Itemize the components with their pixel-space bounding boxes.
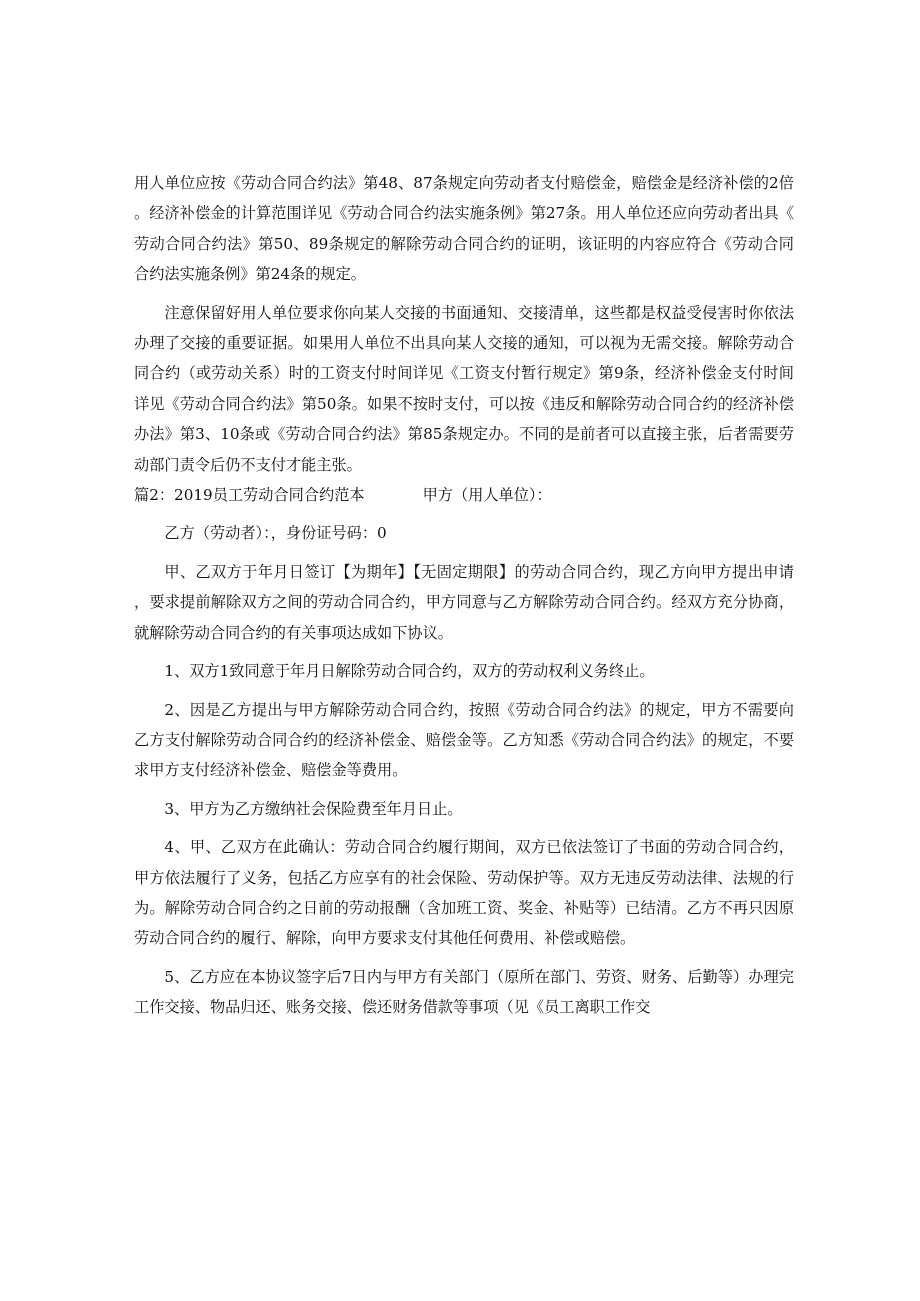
clause-5: 5、乙方应在本协议签字后7日内与甲方有关部门（原所在部门、劳资、财务、后勤等）办理完工作交接、物品归还、账务交接、偿还财务借款等事项（见《员工离职工作交 [134,967,794,1017]
clause-2: 2、因是乙方提出与甲方解除劳动合同合约，按照《劳动合同合约法》的规定，甲方不需要向乙方支付解除劳动合同合约的经济补偿金、赔偿金等。乙方知悉《劳动合同合约法》的规定，不要求甲方支付经济补偿金、赔偿金等费用。 [134,700,794,780]
section-title: 篇2：2019员工劳动合同合约范本 [134,486,365,505]
paragraph-compensation: 用人单位应按《劳动合同合约法》第48、87条规定向劳动者支付赔偿金，赔偿金是经济补偿的2倍。经济补偿金的计算范围详见《劳动合同合约法实施条例》第27条。用人单位还应向劳动者出具《劳动合同合约法》第50、89条规定的解除劳动合同合约的证明，该证明的内容应符合《劳动合同合约法实施条例》第24条的规定。 [134,174,794,284]
document-body [134,168,794,1023]
party-a-label: 甲方（用人单位）： [422,486,552,505]
agreement-intro: 甲、乙双方于年月日签订【为期年】【无固定期限】的劳动合同合约，现乙方向甲方提出申请，要求提前解除双方之间的劳动合同合约，甲方同意与乙方解除劳动合同合约。经双方充分协商，就解除劳动合同合约的有关事项达成如下协议。 [134,562,794,642]
paragraph-handover-notice: 注意保留好用人单位要求你向某人交接的书面通知、交接清单，这些都是权益受侵害时你依法办理了交接的重要证据。如果用人单位不出具向某人交接的通知，可以视为无需交接。解除劳动合同合约（或劳动关系）时的工资支付时间详见《工资支付暂行规定》第9条，经济补偿金支付时间详见《劳动合同合约法》第50条。如果不按时支付，可以按《违反和解除劳动合同合约的经济补偿办法》第3、10条或《劳动合同合约法》第85条规定办。不同的是前者可以直接主张，后者需要劳动部门责令后仍不支付才能主张。 [134,303,794,474]
clause-1: 1、双方1致同意于年月日解除劳动合同合约，双方的劳动权利义务终止。 [164,662,655,681]
party-b-line: 乙方（劳动者）：，身份证号码：0 [164,524,387,543]
clause-4: 4、甲、乙双方在此确认：劳动合同合约履行期间，双方已依法签订了书面的劳动合同合约，甲方依法履行了义务，包括乙方应享有的社会保险、劳动保护等。双方无违反劳动法律、法规的行为。解除劳动合同合约之日前的劳动报酬（含加班工资、奖金、补贴等）已结清。乙方不再只因原劳动合同合约的履行、解除，向甲方要求支付其他任何费用、补偿或赔偿。 [134,838,794,948]
clause-3: 3、甲方为乙方缴纳社会保险费至年月日止。 [164,799,463,818]
section-heading [134,480,794,510]
